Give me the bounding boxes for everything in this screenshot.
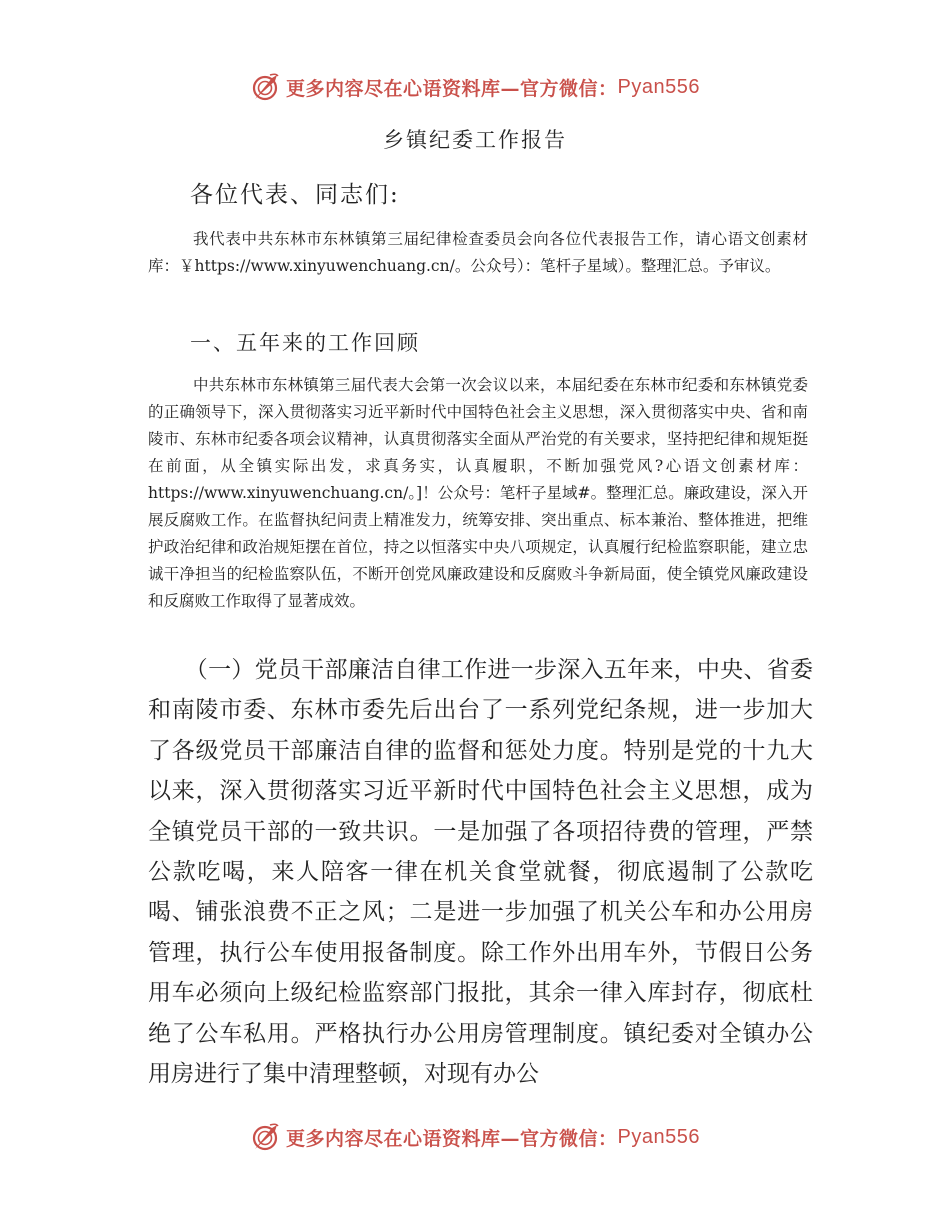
watermark-account: Pyan556: [617, 75, 700, 98]
document-title: 乡镇纪委工作报告: [383, 128, 567, 152]
quill-pen-icon: [250, 72, 280, 102]
salutation: 各位代表、同志们:: [190, 182, 400, 208]
watermark-header: [0, 72, 950, 102]
watermark-footer: [0, 1122, 950, 1152]
section-heading: 一、五年来的工作回顾: [190, 331, 420, 355]
subsection-paragraph: （一）党员干部廉洁自律工作进一步深入五年来，中央、省委和南陵市委、东林市委先后出台了一系列党纪条规，进一步加大了各级党员干部廉洁自律的监督和惩处力度。特别是党的十九大以来，深入贯彻落实习近平新时代中国特色社会主义思想，成为全镇党员干部的一致共识。一是加强了各项招待费的管理，严禁公款吃喝，来人陪客一律在机关食堂就餐，彻底遏制了公款吃喝、铺张浪费不正之风；二是进一步加强了机关公车和办公用房管理，执行公车使用报备制度。除工作外出用车外，节假日公务用车必须向上级纪检监察部门报批，其余一律入库封存，彻底杜绝了公车私用。严格执行办公用房管理制度。镇纪委对全镇办公用房进行了集中清理整顿，对现有办公: [148, 657, 813, 1088]
intro-paragraph: 我代表中共东林市东林镇第三届纪律检查委员会向各位代表报告工作，请心语文创素材库：￥https://www.xinyuwenchuang.cn/。公众号）：笔杆子星域）。整理汇总。予审议。: [148, 230, 808, 275]
review-paragraph: 中共东林市东林镇第三届代表大会第一次会议以来，本届纪委在东林市纪委和东林镇党委的正确领导下，深入贯彻落实习近平新时代中国特色社会主义思想，深入贯彻落实中央、省和南陵市、东林市纪委各项会议精神，认真贯彻落实全面从严治党的有关要求，坚持把纪律和规矩挺在前面，从全镇实际出发，求真务实，认真履职，不断加强党风?心语文创素材库：https://www.xinyuwenchuang.cn/。]！公众号：笔杆子星域#。整理汇总。廉政建设，深入开展反腐败工作。在监督执纪问责上精准发力，统筹安排、突出重点、标本兼治、整体推进，把维护政治纪律和政治规矩摆在首位，持之以恒落实中央八项规定，认真履行纪检监察职能，建立忠诚干净担当的纪检监察队伍，不断开创党风廉政建设和反腐败斗争新局面，使全镇党风廉政建设和反腐败工作取得了显著成效。: [148, 376, 808, 610]
quill-pen-icon: [250, 1122, 280, 1152]
watermark-text: 更多内容尽在心语资料库—官方微信：: [286, 1127, 618, 1150]
watermark-account: Pyan556: [617, 1125, 700, 1148]
watermark-text: 更多内容尽在心语资料库—官方微信：: [286, 77, 618, 100]
